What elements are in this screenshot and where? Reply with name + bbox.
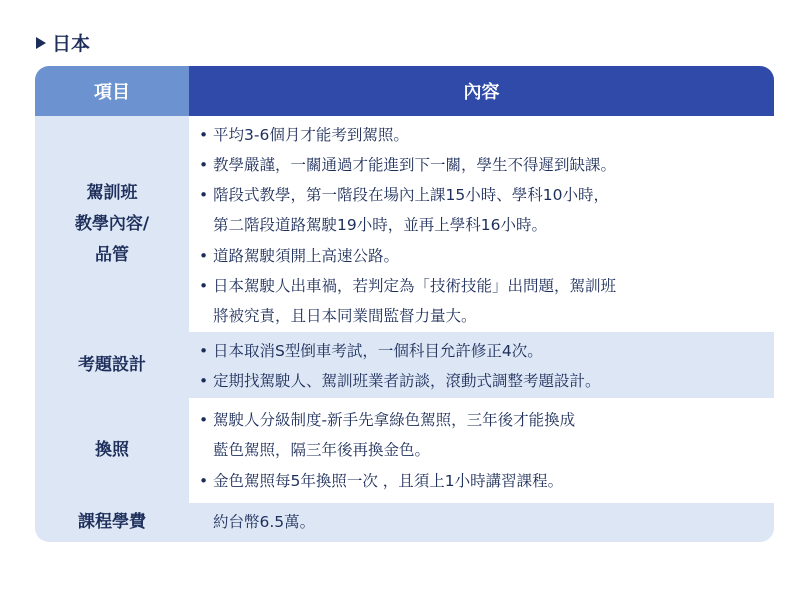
list-item: • 金色駕照每5年換照一次 ，且須上1小時講習課程。 [199, 466, 758, 496]
bullet-icon: • [199, 472, 209, 490]
list-item: • 平均3-6個月才能考到駕照。 [199, 120, 758, 150]
bullet-icon: • [199, 247, 209, 265]
table-row [35, 503, 774, 542]
list-item-continuation: 將被究責，且日本同業間監督力量大。 [213, 307, 477, 325]
bullet-icon: • [199, 126, 209, 144]
row-content [189, 332, 774, 398]
table-row [35, 116, 774, 332]
row-label: 考題設計 [35, 332, 189, 398]
list-item: • 教學嚴謹，一關通過才能進到下一關，學生不得遲到缺課。 [199, 150, 758, 180]
row-label: 課程學費 [35, 503, 189, 542]
list-item: • 日本取消S型倒車考試，一個科目允許修正4次。 [199, 336, 758, 366]
triangle-marker-icon [36, 37, 46, 49]
table-row [35, 332, 774, 398]
bullet-icon: • [199, 277, 209, 295]
bullet-icon: • [199, 411, 209, 429]
row-label-line: 品管 [95, 244, 129, 265]
info-table [35, 66, 774, 542]
list-item-continuation: 第二階段道路駕駛19小時，並再上學科16小時。 [213, 216, 547, 234]
row-content [189, 503, 774, 542]
table-header-row [35, 66, 774, 116]
bullet-icon: • [199, 186, 209, 204]
list-item: • 日本駕駛人出車禍，若判定為「技術技能」出問題，駕訓班 [199, 271, 758, 301]
bullet-icon: • [199, 342, 209, 360]
row-content [189, 398, 774, 503]
row-label: 換照 [35, 398, 189, 503]
row-content [189, 116, 774, 332]
list-item: • 道路駕駛須開上高速公路。 [199, 241, 758, 271]
list-item: • 駕駛人分級制度-新手先拿綠色駕照，三年後才能換成 [199, 405, 758, 435]
row-text: 約台幣6.5萬。 [213, 513, 316, 531]
header-content: 內容 [189, 66, 774, 116]
row-label-line: 教學內容/ [74, 213, 150, 234]
list-item: • 階段式教學，第一階段在場內上課15小時、學科10小時， [199, 180, 758, 210]
row-label [35, 116, 189, 332]
list-item-continuation: 藍色駕照，隔三年後再換金色。 [213, 441, 431, 459]
bullet-icon: • [199, 156, 209, 174]
section-title: 日本 [52, 33, 91, 55]
list-item: • 定期找駕駛人、駕訓班業者訪談，滾動式調整考題設計。 [199, 366, 758, 396]
row-label-line: 駕訓班 [86, 182, 138, 203]
section-heading [36, 29, 90, 56]
table-row [35, 398, 774, 503]
header-item: 項目 [35, 66, 189, 116]
bullet-icon: • [199, 372, 209, 390]
